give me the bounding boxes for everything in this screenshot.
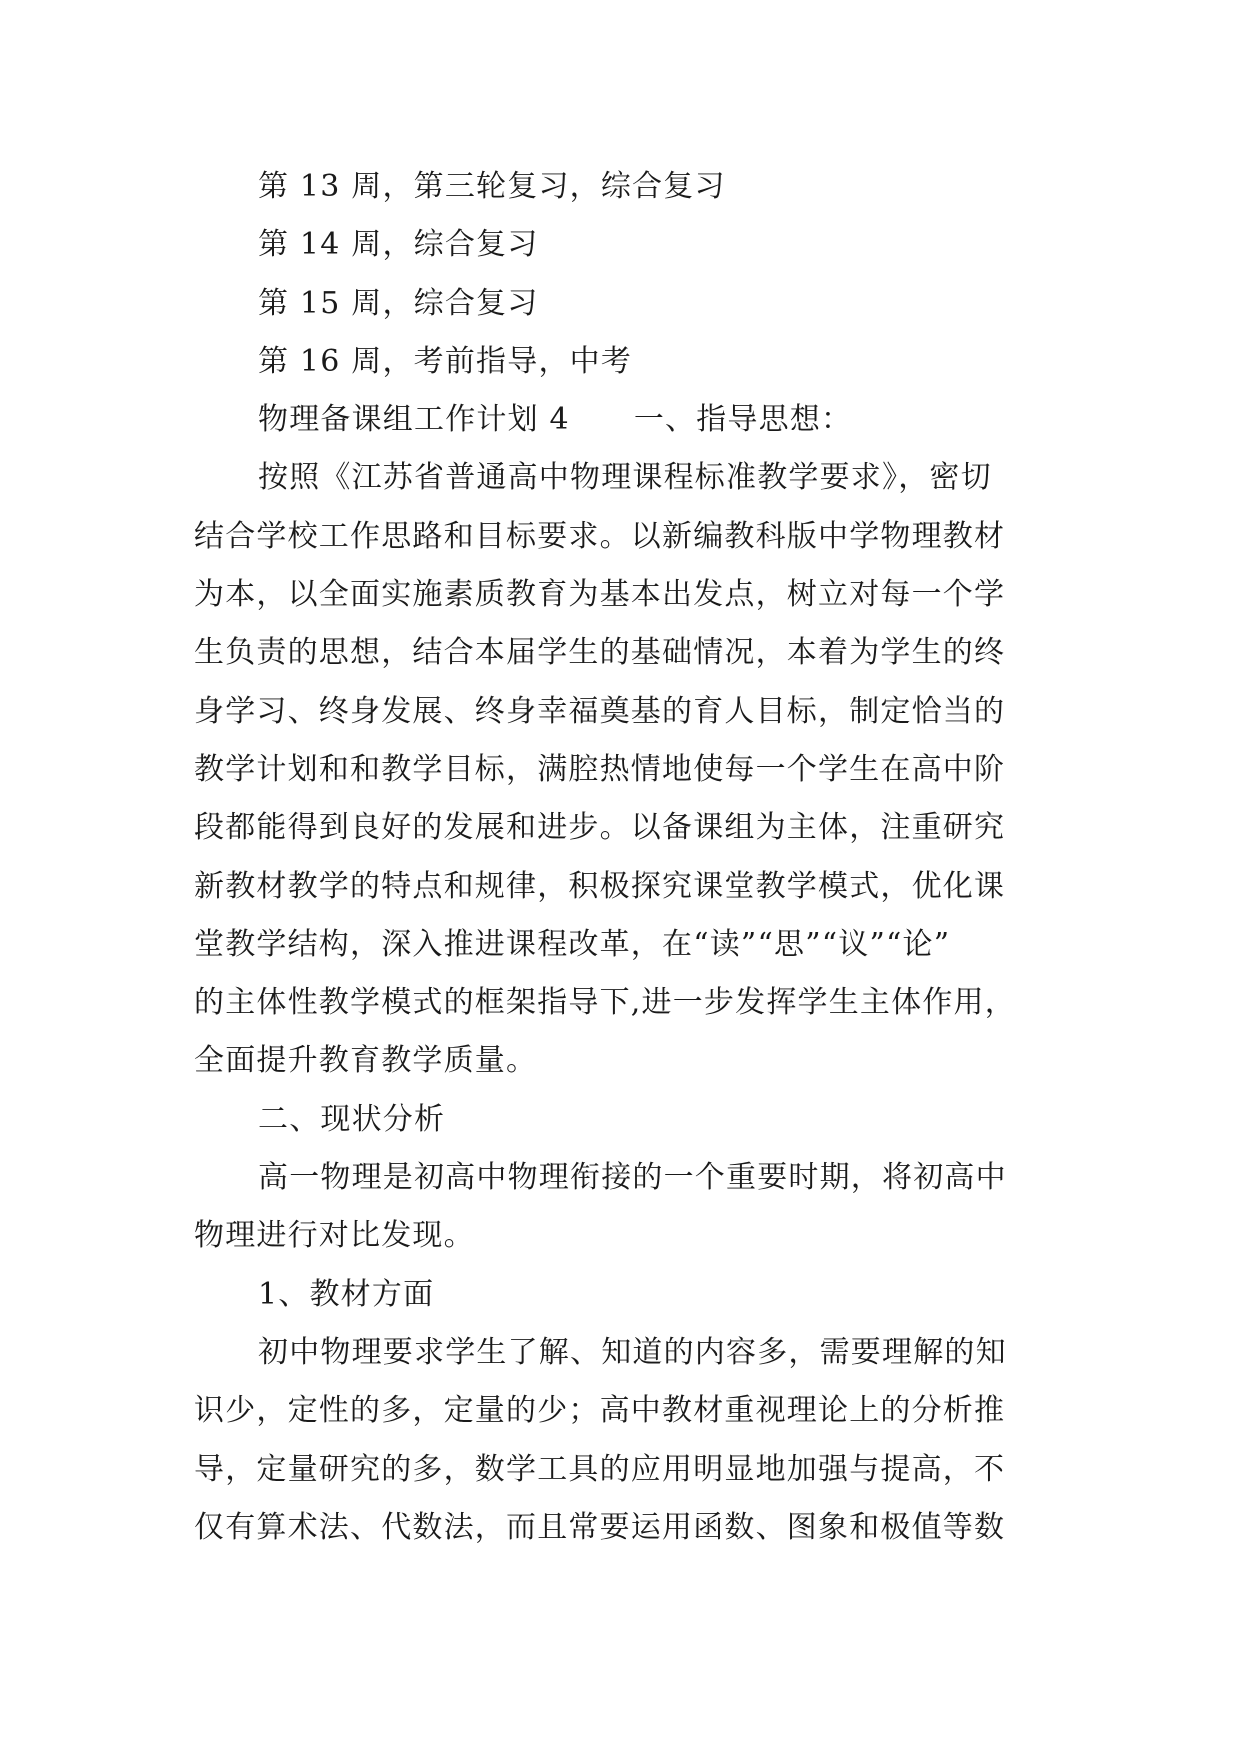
paragraph-line: 按照《江苏省普通高中物理课程标准教学要求》，密切 bbox=[258, 460, 992, 496]
paragraph-line: 全面提升教育教学质量。 bbox=[194, 1043, 538, 1079]
section-heading-status-analysis: 二、现状分析 bbox=[258, 1101, 446, 1137]
paragraph-line: 的主体性教学模式的框架指导下,进一步发挥学生主体作用， bbox=[194, 985, 1016, 1021]
paragraph-line: 段都能得到良好的发展和进步。以备课组为主体，注重研究 bbox=[194, 810, 1006, 846]
plan-title: 物理备课组工作计划 4 bbox=[258, 402, 570, 438]
paragraph-line: 生负责的思想，结合本届学生的基础情况，本着为学生的终 bbox=[194, 635, 1006, 671]
schedule-line: 第 14 周，综合复习 bbox=[258, 227, 539, 263]
paragraph-line: 导，定量研究的多，数学工具的应用明显地加强与提高，不 bbox=[194, 1451, 1006, 1487]
paragraph-line: 仅有算术法、代数法，而且常要运用函数、图象和极值等数 bbox=[194, 1509, 1006, 1545]
section-heading-guiding-ideology: 一、指导思想： bbox=[633, 402, 853, 438]
paragraph-line: 识少，定性的多，定量的少；高中教材重视理论上的分析推 bbox=[194, 1393, 1006, 1429]
paragraph-line: 物理进行对比发现。 bbox=[194, 1218, 475, 1254]
paragraph-line: 初中物理要求学生了解、知道的内容多，需要理解的知 bbox=[258, 1334, 1007, 1370]
paragraph-line: 结合学校工作思路和目标要求。以新编教科版中学物理教材 bbox=[194, 518, 1006, 554]
subsection-heading-textbook: 1、教材方面 bbox=[258, 1276, 435, 1312]
schedule-line: 第 15 周，综合复习 bbox=[258, 285, 539, 321]
plan-title-line bbox=[194, 391, 1054, 449]
paragraph-line: 高一物理是初高中物理衔接的一个重要时期，将初高中 bbox=[258, 1160, 1007, 1196]
paragraph-line: 堂教学结构，深入推进课程改革，在“读”“思”“议”“论” bbox=[194, 926, 951, 962]
document-body bbox=[194, 158, 1054, 1557]
paragraph-line: 为本，以全面实施素质教育为基本出发点，树立对每一个学 bbox=[194, 577, 1006, 613]
paragraph-line: 教学计划和和教学目标，满腔热情地使每一个学生在高中阶 bbox=[194, 751, 1006, 787]
schedule-line: 第 13 周，第三轮复习，综合复习 bbox=[258, 169, 726, 204]
paragraph-line: 新教材教学的特点和规律，积极探究课堂教学模式，优化课 bbox=[194, 868, 1006, 904]
schedule-line: 第 16 周，考前指导，中考 bbox=[258, 343, 633, 379]
paragraph-line: 身学习、终身发展、终身幸福奠基的育人目标，制定恰当的 bbox=[194, 693, 1006, 729]
